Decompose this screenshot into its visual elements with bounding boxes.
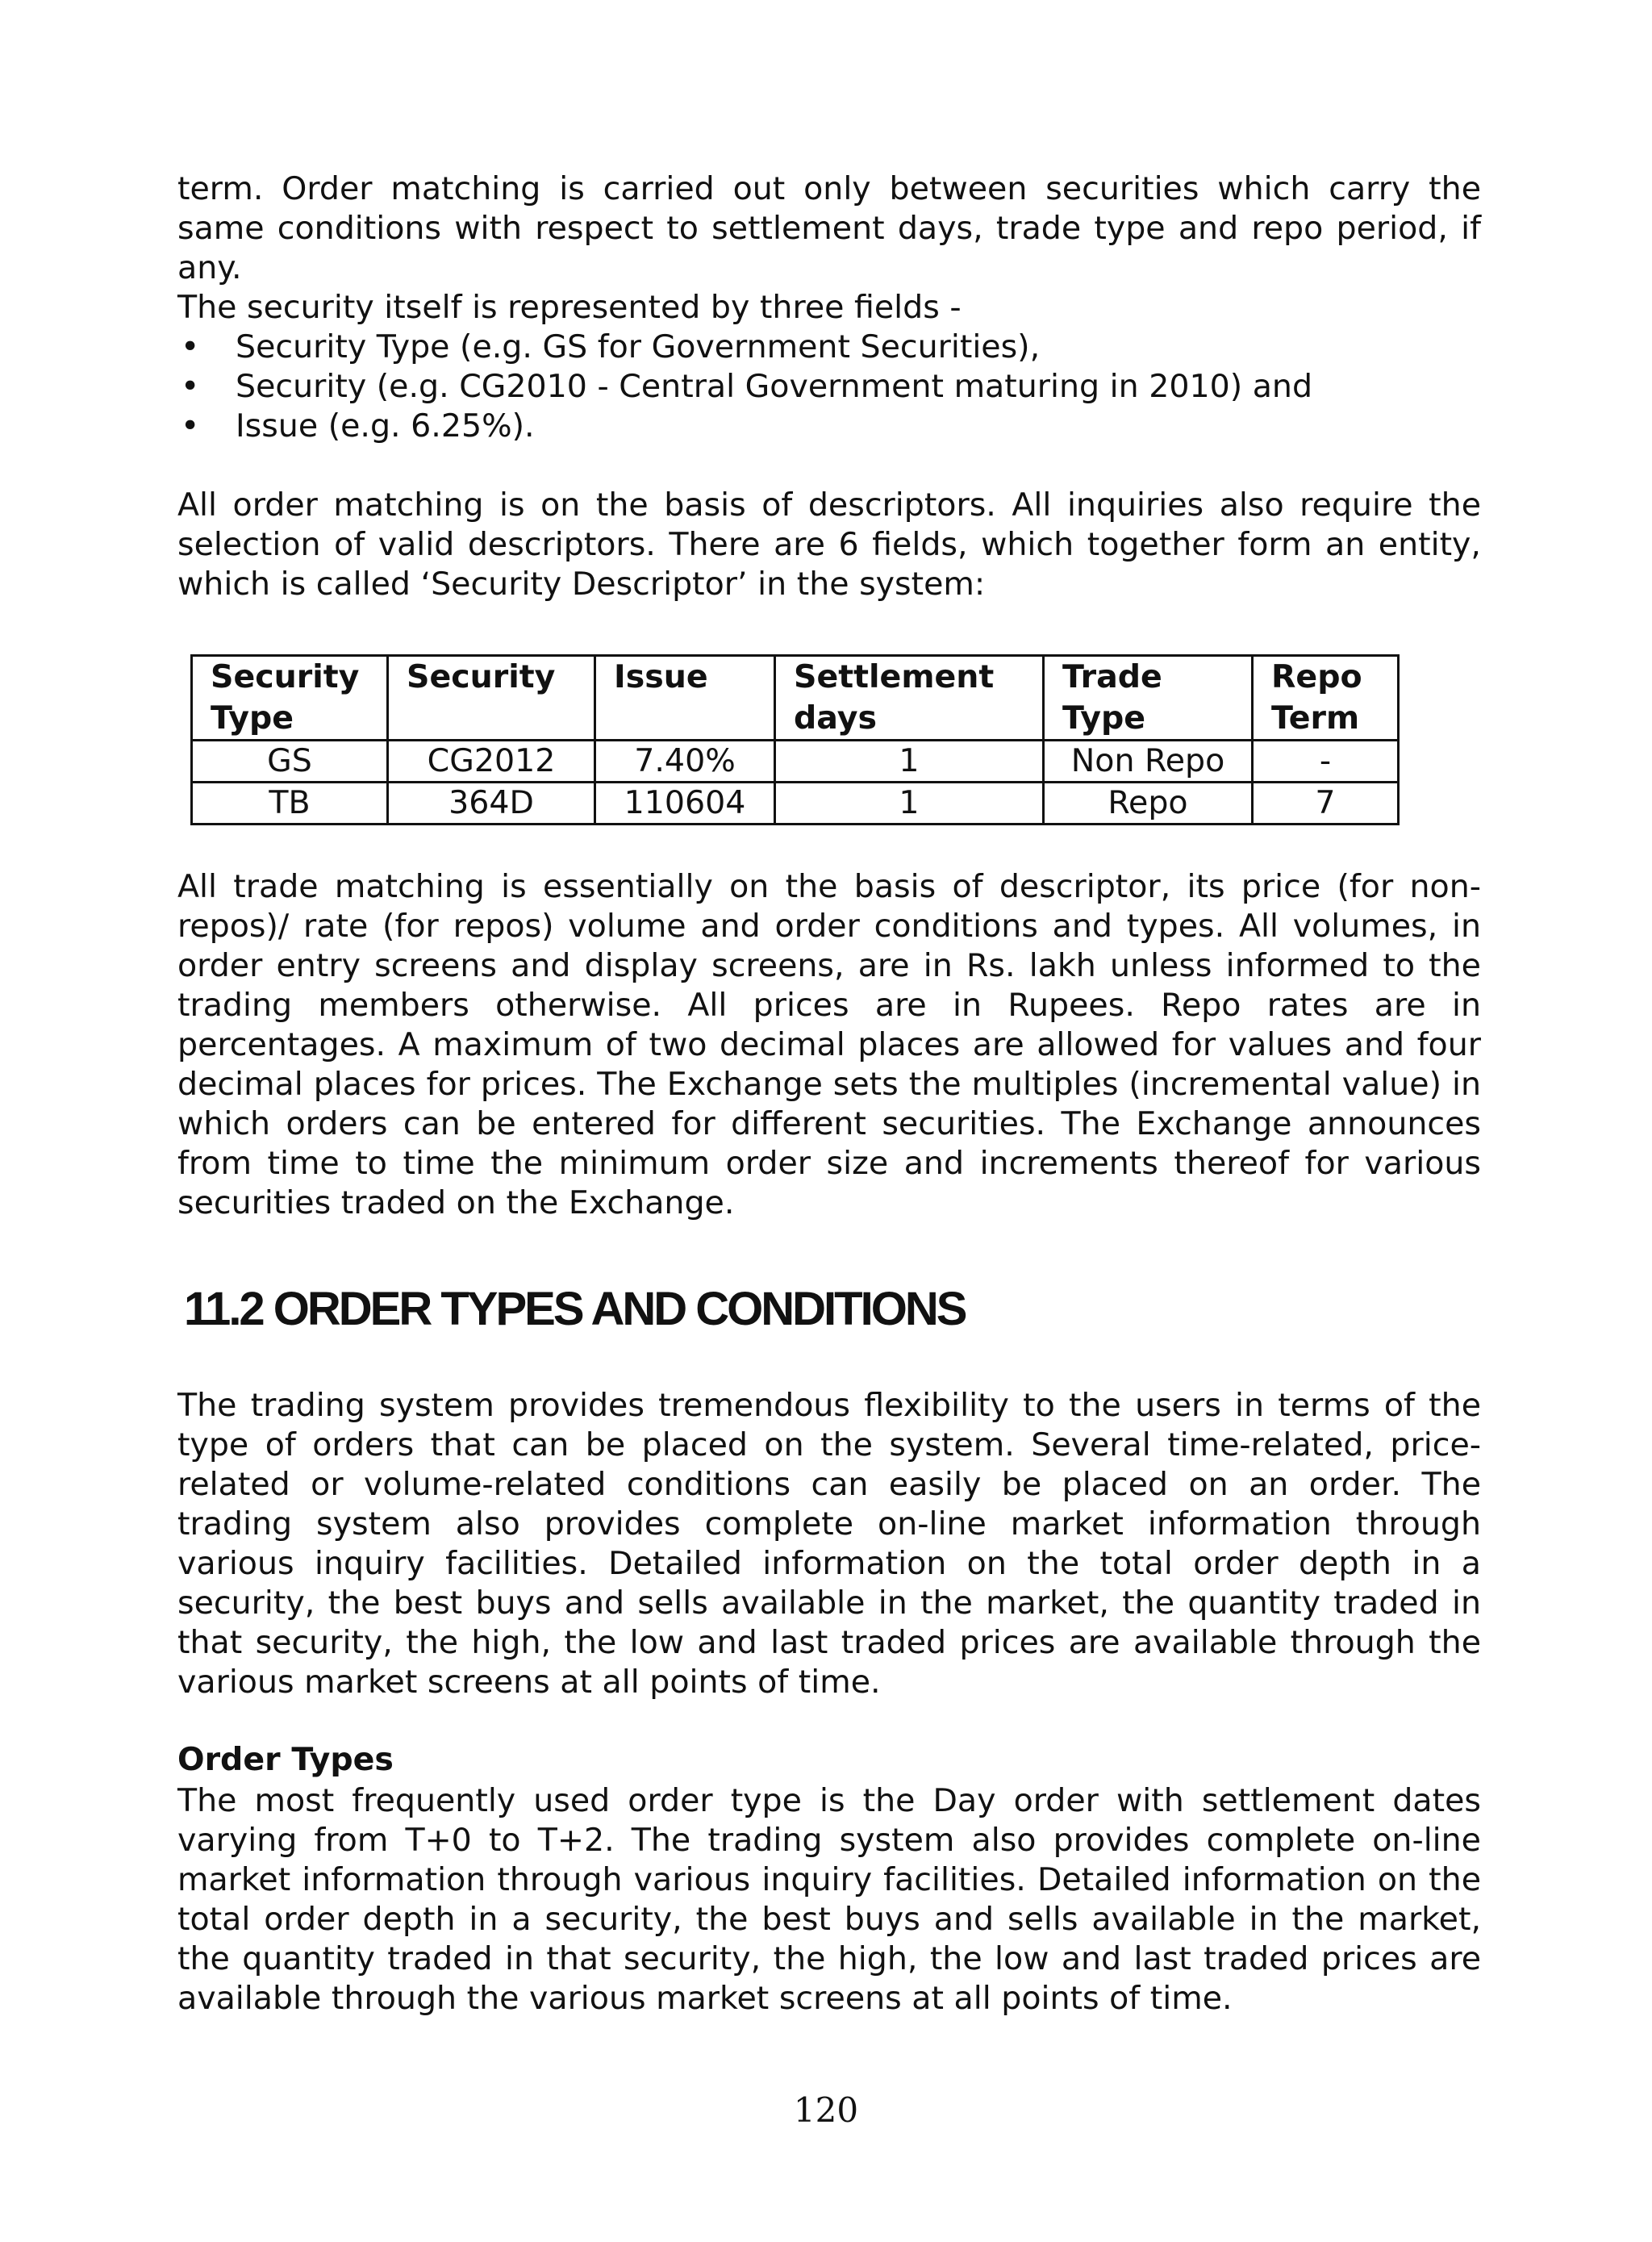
- security-descriptor-table: [190, 654, 1400, 825]
- descriptor-intro-paragraph: All order matching is on the basis of descriptors. All inquiries also require the selection of valid descriptors. There are 6 fields, which together form an entity, which is called ‘Security Descriptor’ in the system:: [177, 486, 1481, 603]
- security-fields-lead: The security itself is represented by three fields -: [177, 289, 962, 326]
- bullet-icon: •: [181, 328, 200, 365]
- bullet-icon: •: [181, 368, 200, 405]
- order-types-heading: Order Types: [177, 1741, 394, 1778]
- document-page: [177, 169, 1481, 2019]
- column-header-repo-term: Repo Term: [1253, 656, 1399, 741]
- table-cell: 110604: [595, 783, 775, 825]
- list-item-text: Security (e.g. CG2010 - Central Government maturing in 2010) and: [236, 368, 1313, 405]
- table-row: [192, 783, 1399, 825]
- list-item: [177, 328, 1481, 367]
- table-cell: Repo: [1044, 783, 1253, 825]
- table-cell: 7.40%: [595, 741, 775, 783]
- column-header-trade-type: Trade Type: [1044, 656, 1253, 741]
- order-types-paragraph: The most frequently used order type is the Day order with settlement dates varying from T+0 to T+2. The trading system also provides complete on-line market information through various inquiry facilities. Detailed information on the total order depth in a security, the best buys and sells available in the market, the quantity traded in that security, the high, the low and last traded prices are available through the various market screens at all points of time.: [177, 1782, 1481, 2017]
- table-cell: 1: [775, 783, 1044, 825]
- intro-paragraph: term. Order matching is carried out only between securities which carry the same conditions with respect to settlement days, trade type and repo period, if any.: [177, 170, 1481, 286]
- table-cell: -: [1253, 741, 1399, 783]
- list-item-text: Security Type (e.g. GS for Government Securities),: [236, 328, 1041, 365]
- table-cell: TB: [192, 783, 388, 825]
- trading-system-paragraph: The trading system provides tremendous flexibility to the users in terms of the type of orders that can be placed on the system. Several time-related, price-related or volume-related conditions can easily be placed on an order. The trading system also provides complete on-line market information through various inquiry facilities. Detailed information on the total order depth in a security, the best buys and sells available in the market, the quantity traded in that security, the high, the low and last traded prices are available through the various market screens at all points of time.: [177, 1387, 1481, 1701]
- security-fields-list: [177, 328, 1481, 446]
- table-header-row: [192, 656, 1399, 741]
- table-cell: 1: [775, 741, 1044, 783]
- list-item: [177, 407, 1481, 446]
- column-header-settlement-days: Settlement days: [775, 656, 1044, 741]
- column-header-security: Security: [388, 656, 595, 741]
- section-heading: 11.2 ORDER TYPES AND CONDITIONS: [184, 1283, 966, 1335]
- table-cell: 364D: [388, 783, 595, 825]
- list-item-text: Issue (e.g. 6.25%).: [236, 407, 535, 445]
- table-cell: GS: [192, 741, 388, 783]
- table-row: [192, 741, 1399, 783]
- trade-matching-paragraph: All trade matching is essentially on the basis of descriptor, its price (for non-repos)/ rate (for repos) volume and order conditions and types. All volumes, in order entry screens and display screens, are in Rs. lakh unless informed to the trading members otherwise. All prices are in Rupees. Repo rates are in percentages. A maximum of two decimal places are allowed for values and four decimal places for prices. The Exchange sets the multiples (incremental value) in which orders can be entered for different securities. The Exchange announces from time to time the minimum order size and increments thereof for various securities traded on the Exchange.: [177, 868, 1481, 1221]
- column-header-issue: Issue: [595, 656, 775, 741]
- table-cell: 7: [1253, 783, 1399, 825]
- list-item: [177, 367, 1481, 407]
- page-number: 120: [793, 2090, 859, 2130]
- table-cell: CG2012: [388, 741, 595, 783]
- bullet-icon: •: [181, 407, 200, 445]
- column-header-security-type: Security Type: [192, 656, 388, 741]
- table-cell: Non Repo: [1044, 741, 1253, 783]
